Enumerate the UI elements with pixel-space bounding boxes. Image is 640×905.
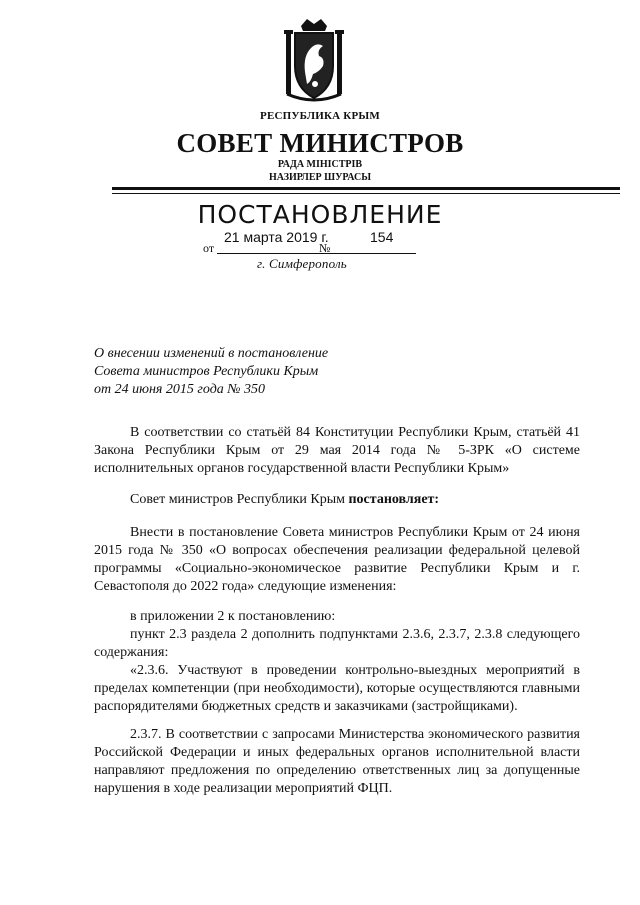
number-label: № [319, 241, 331, 255]
header-council-crh: НАЗИРЛЕР ШУРАСЫ [268, 172, 372, 183]
body-paragraph [94, 524, 580, 596]
resolution-word: постановляет: [348, 492, 440, 507]
body-paragraph [94, 608, 580, 626]
body-paragraph [94, 491, 580, 509]
paragraph-text: В соответствии со статьёй 84 Конституции Республики Крым, статьёй 41 Закона Республики Крым от 29 мая 2014 года № 5-ЗРК «О системе исполнительных органов государственной власти Республики Крым» [94, 425, 580, 476]
body-paragraph [94, 662, 580, 716]
header-rule-thin [112, 193, 620, 194]
header-republic: РЕСПУБЛИКА КРЫМ [260, 110, 380, 122]
number-underline [334, 253, 416, 254]
subject-line: от 24 июня 2015 года № 350 [94, 382, 265, 397]
paragraph-text: Внести в постановление Совета министров Республики Крым от 24 июня 2015 года № 350 «О вопросах обеспечения реализации федеральной целевой программы «Социально-экономическое развитие Республики Крым и г. Севастополя до 2022 года» следующие изменения: [94, 525, 580, 594]
body-paragraph [94, 626, 580, 662]
paragraph-text: в приложении 2 к постановлению: [130, 609, 336, 624]
paragraph-text: «2.3.6. Участвуют в проведении контрольно-выездных мероприятий в пределах компетенции (при необходимости), которые осуществляются главными распорядителями бюджетных средств и заказчиками (застройщиками). [94, 663, 580, 714]
header-council-ua: РАДА МІНІСТРІВ [277, 159, 363, 170]
document-city: г. Симферополь [257, 256, 347, 271]
paragraph-text: 2.3.7. В соответствии с запросами Министерства экономического развития Российской Федерации и иных федеральных органов исполнительной власти направляют предложения по определению ответственных лиц за допущенные нарушения в ходе реализации мероприятий ФЦП. [94, 727, 580, 796]
document-type-title: ПОСТАНОВЛЕНИЕ [197, 200, 443, 229]
subject-line: Совета министров Республики Крым [94, 364, 319, 379]
document-date: 21 марта 2019 г. [224, 229, 329, 245]
header-council: СОВЕТ МИНИСТРОВ [176, 128, 464, 158]
body-paragraph [94, 424, 580, 478]
date-label: от [203, 241, 215, 255]
document-number: 154 [370, 229, 394, 245]
header-rule-thick [112, 187, 620, 190]
subject-line: О внесении изменений в постановление [94, 346, 329, 361]
paragraph-text: пункт 2.3 раздела 2 дополнить подпунктами 2.3.6, 2.3.7, 2.3.8 следующего содержания: [94, 627, 580, 660]
document-subject [94, 345, 328, 399]
body-paragraph [94, 726, 580, 798]
paragraph-text: Совет министров Республики Крым [130, 492, 349, 507]
crimea-coat-of-arms-icon [281, 16, 347, 104]
